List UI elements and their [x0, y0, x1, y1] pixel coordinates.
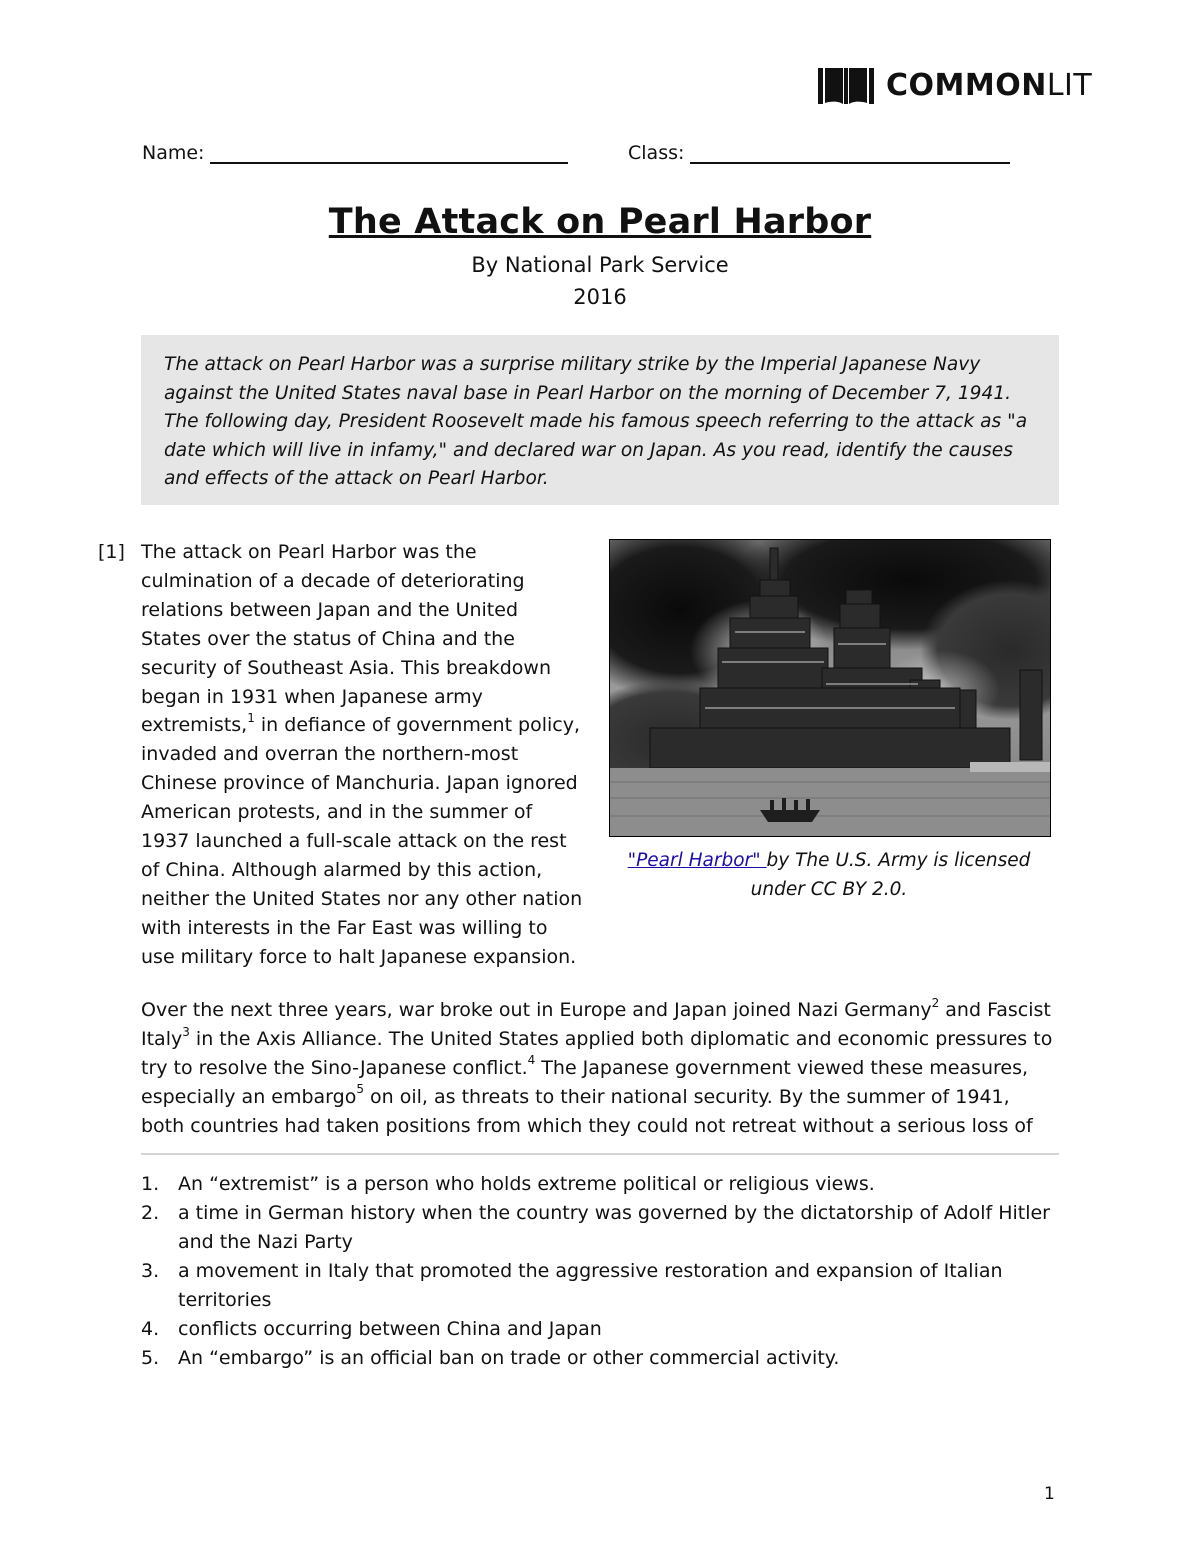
logo-text: [886, 66, 1092, 106]
footnote-item: [141, 1315, 1059, 1344]
article-year: 2016: [573, 285, 627, 309]
footnote-ref-2[interactable]: 2: [931, 995, 940, 1010]
class-label: Class:: [628, 142, 685, 164]
page-number: 1: [1044, 1484, 1055, 1504]
open-book-icon: [818, 66, 874, 106]
footnote-item: [141, 1344, 1059, 1373]
footnote-text: a movement in Italy that promoted the aggressive restoration and expansion of Italian territories: [178, 1260, 1003, 1311]
footnote-number: 2.: [141, 1202, 160, 1224]
paragraph-2: [141, 996, 1071, 1141]
p2-seg-1: Over the next three years, war broke out in Europe and Japan joined Nazi Germany: [141, 999, 932, 1021]
footnote-ref-3[interactable]: 3: [182, 1024, 190, 1039]
footnote-number: 3.: [141, 1260, 160, 1282]
footnote-text: conflicts occurring between China and Japan: [178, 1318, 602, 1340]
footnote-item: [141, 1199, 1059, 1257]
footnote-item: [141, 1170, 1059, 1199]
footnote-ref-1[interactable]: 1: [247, 711, 255, 726]
footnote-item: [141, 1257, 1059, 1315]
footnote-text: a time in German history when the country was governed by the dictatorship of Adolf Hitler and the Nazi Party: [178, 1202, 1050, 1253]
footnote-number: 4.: [141, 1318, 160, 1340]
logo-text-light: LIT: [1046, 68, 1093, 103]
name-field[interactable]: [142, 140, 568, 164]
image-caption: [609, 846, 1049, 904]
p2-seg-3: in the Axis Alliance. The United States applied both diplomatic and economic pressures to try to resolve the Sino-Japanese conflict.: [141, 1027, 1053, 1079]
footnote-number: 5.: [141, 1347, 160, 1369]
footnote-ref-4[interactable]: 4: [527, 1053, 536, 1068]
class-field[interactable]: [628, 140, 1010, 164]
article-byline: By National Park Service: [471, 253, 729, 277]
intro-box: The attack on Pearl Harbor was a surprise military strike by the Imperial Japanese Navy against the United States naval base in Pearl Harbor on the morning of December 7, 1941. The following day, President Roosevelt made his famous speech referring to the attack as "a date which will live in infamy," and declared war on Japan. As you read, identify the causes and effects of the attack on Pearl Harbor.: [141, 335, 1059, 505]
footnotes-list: [141, 1170, 1059, 1373]
p2-seg-5: on oil, as threats to their national security. By the summer of 1941, both countries had taken positions from which they could not retreat without a serious loss of: [141, 1085, 1033, 1137]
footnote-number: 1.: [141, 1173, 160, 1195]
pearl-harbor-photo: [609, 539, 1051, 837]
p1-text-a: The attack on Pearl Harbor was the culmination of a decade of deteriorating relations between Japan and the United States over the status of China and the security of Southeast Asia. This breakdown began in 1931 when Japanese army extremists,: [141, 541, 552, 737]
commonlit-logo[interactable]: [818, 66, 1092, 106]
article-title: The Attack on Pearl Harbor: [328, 202, 872, 242]
p2-seg-2: and Fascist Italy: [141, 999, 1051, 1050]
logo-text-bold: COMMON: [886, 68, 1047, 103]
footnote-text: An “embargo” is an official ban on trade or other commercial activity.: [178, 1347, 840, 1369]
caption-credit: by The U.S. Army is licensed under CC BY 2.0.: [750, 850, 1031, 900]
battleship-fire-image: [610, 540, 1050, 836]
paragraph-1: [141, 538, 601, 972]
paragraph-number: [1]: [98, 541, 125, 563]
name-blank-line[interactable]: [210, 140, 568, 164]
name-label: Name:: [142, 142, 205, 164]
p1-text-b: in defiance of government policy, invaded and overran the northern-most Chinese province of Manchuria. Japan ignored American protests, and in the summer of 1937 launched a full-scale attack on the rest of China. Although alarmed by this action, neither the United States nor any other nation with interests in the Far East was willing to use military force to halt Japanese expansion.: [141, 714, 583, 968]
footnote-text: An “extremist” is a person who holds extreme political or religious views.: [178, 1173, 875, 1195]
class-blank-line[interactable]: [690, 140, 1010, 164]
footnote-divider: [141, 1153, 1059, 1155]
pearl-harbor-link[interactable]: "Pearl Harbor": [627, 850, 767, 871]
footnote-ref-5[interactable]: 5: [356, 1082, 364, 1097]
p2-seg-4: The Japanese government viewed these measures, especially an embargo: [141, 1056, 1029, 1108]
